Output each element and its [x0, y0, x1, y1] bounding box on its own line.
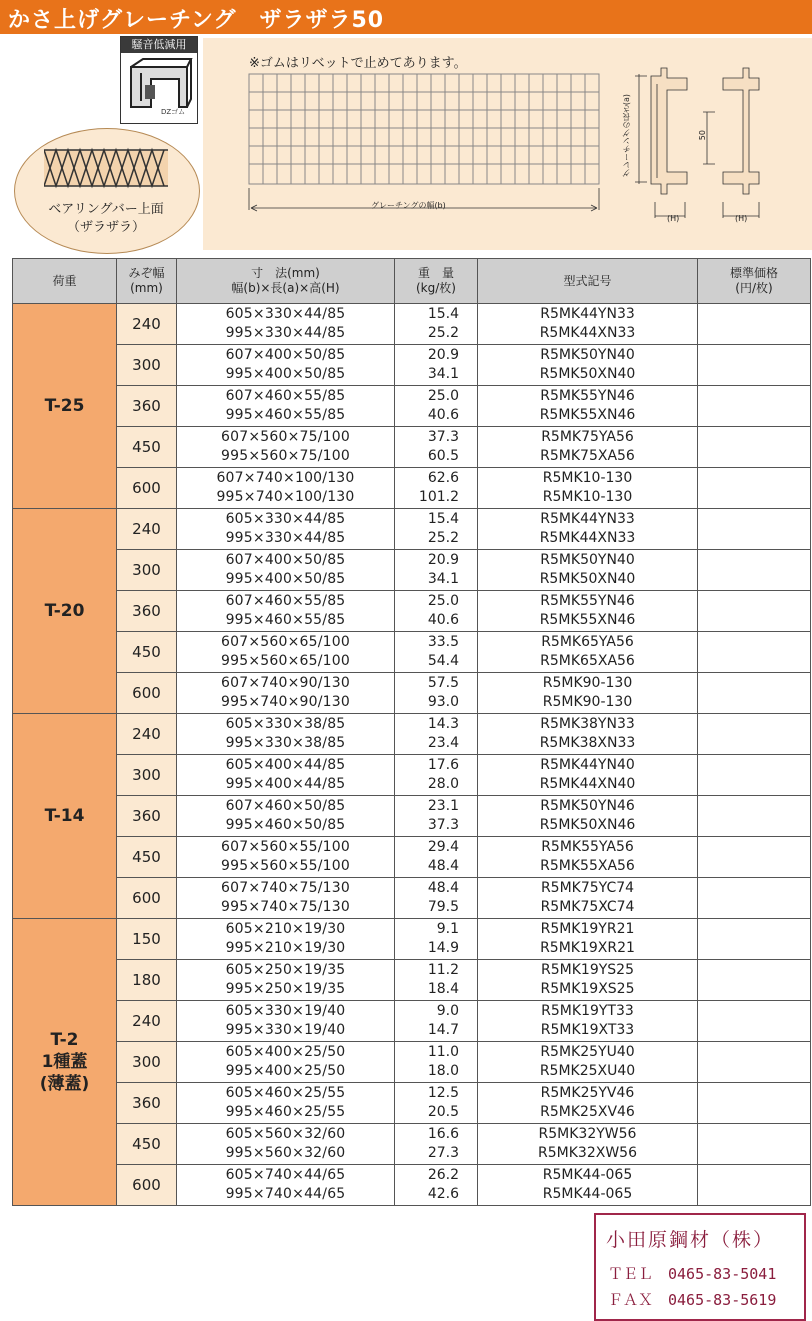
bearing-bar-illustration [14, 128, 198, 252]
dimension-cell: 607×740×90/130 995×740×90/130 [177, 673, 395, 714]
table-row [13, 386, 811, 427]
weight-cell: 11.0 18.0 [395, 1042, 478, 1083]
dimension-cell: 607×400×50/85 995×400×50/85 [177, 345, 395, 386]
weight-cell: 12.5 20.5 [395, 1083, 478, 1124]
dimension-cell: 607×740×100/130 995×740×100/130 [177, 468, 395, 509]
price-cell [698, 714, 811, 755]
price-cell [698, 1165, 811, 1206]
price-cell [698, 1124, 811, 1165]
model-cell: R5MK75YC74 R5MK75XC74 [478, 878, 698, 919]
width-cell: 600 [117, 468, 177, 509]
weight-cell: 29.4 48.4 [395, 837, 478, 878]
table-row [13, 304, 811, 345]
model-cell: R5MK32YW56 R5MK32XW56 [478, 1124, 698, 1165]
model-cell: R5MK25YV46 R5MK25XV46 [478, 1083, 698, 1124]
table-row [13, 1124, 811, 1165]
weight-cell: 26.2 42.6 [395, 1165, 478, 1206]
weight-cell: 23.1 37.3 [395, 796, 478, 837]
company-tel: ＴＥＬ 0465-83-5041 [608, 1265, 777, 1283]
price-cell [698, 796, 811, 837]
model-cell: R5MK55YN46 R5MK55XN46 [478, 386, 698, 427]
table-row [13, 837, 811, 878]
length-dimension-label: グレーチングの長さ(a) [622, 94, 631, 178]
width-dimension-label: グレーチングの幅(b) [371, 201, 446, 210]
width-cell: 360 [117, 386, 177, 427]
rubber-profile-icon [125, 55, 193, 115]
page-title: かさ上げグレーチング ザラザラ50 [8, 8, 385, 33]
weight-cell: 14.3 23.4 [395, 714, 478, 755]
price-cell [698, 386, 811, 427]
weight-cell: 16.6 27.3 [395, 1124, 478, 1165]
model-cell: R5MK19YS25 R5MK19XS25 [478, 960, 698, 1001]
model-cell: R5MK25YU40 R5MK25XU40 [478, 1042, 698, 1083]
width-cell: 240 [117, 1001, 177, 1042]
title-bar [0, 0, 812, 34]
price-cell [698, 1042, 811, 1083]
model-cell: R5MK44YN33 R5MK44XN33 [478, 509, 698, 550]
weight-cell: 37.3 60.5 [395, 427, 478, 468]
table-row [13, 591, 811, 632]
load-class-cell: T-2 1種蓋 (薄蓋) [13, 919, 117, 1206]
width-cell: 150 [117, 919, 177, 960]
model-cell: R5MK55YA56 R5MK55XA56 [478, 837, 698, 878]
width-cell: 450 [117, 632, 177, 673]
dimension-cell: 605×330×44/85 995×330×44/85 [177, 509, 395, 550]
dimension-cell: 605×560×32/60 995×560×32/60 [177, 1124, 395, 1165]
price-cell [698, 1001, 811, 1042]
table-row [13, 919, 811, 960]
price-cell [698, 427, 811, 468]
model-cell: R5MK10-130 R5MK10-130 [478, 468, 698, 509]
width-cell: 360 [117, 796, 177, 837]
model-cell: R5MK44YN33 R5MK44XN33 [478, 304, 698, 345]
width-cell: 300 [117, 1042, 177, 1083]
price-cell [698, 550, 811, 591]
load-class-cell: T-25 [13, 304, 117, 509]
width-cell: 450 [117, 1124, 177, 1165]
header-width: みぞ幅 (mm) [117, 259, 177, 304]
dimension-cell: 605×330×44/85 995×330×44/85 [177, 304, 395, 345]
width-cell: 450 [117, 427, 177, 468]
dimension-cell: 605×210×19/30 995×210×19/30 [177, 919, 395, 960]
weight-cell: 11.2 18.4 [395, 960, 478, 1001]
load-class-cell: T-14 [13, 714, 117, 919]
badge-label: 騒音低減用 [121, 37, 197, 53]
width-cell: 600 [117, 878, 177, 919]
table-row [13, 468, 811, 509]
weight-cell: 15.4 25.2 [395, 509, 478, 550]
header-dims: 寸 法(mm) 幅(b)×長(a)×高(H) [177, 259, 395, 304]
width-cell: 240 [117, 304, 177, 345]
dimension-cell: 607×400×50/85 995×400×50/85 [177, 550, 395, 591]
width-cell: 240 [117, 509, 177, 550]
width-cell: 300 [117, 345, 177, 386]
weight-cell: 48.4 79.5 [395, 878, 478, 919]
width-cell: 600 [117, 673, 177, 714]
weight-cell: 9.1 14.9 [395, 919, 478, 960]
table-row [13, 550, 811, 591]
dimension-cell: 607×460×55/85 995×460×55/85 [177, 386, 395, 427]
table-row [13, 755, 811, 796]
weight-cell: 20.9 34.1 [395, 345, 478, 386]
weight-cell: 25.0 40.6 [395, 386, 478, 427]
table-row [13, 1001, 811, 1042]
table-row [13, 1042, 811, 1083]
table-body [13, 304, 811, 1206]
weight-cell: 62.6 101.2 [395, 468, 478, 509]
price-cell [698, 960, 811, 1001]
table-row [13, 345, 811, 386]
width-cell: 180 [117, 960, 177, 1001]
dimension-cell: 605×400×44/85 995×400×44/85 [177, 755, 395, 796]
price-cell [698, 919, 811, 960]
weight-cell: 33.5 54.4 [395, 632, 478, 673]
weight-cell: 20.9 34.1 [395, 550, 478, 591]
table-row [13, 673, 811, 714]
header-weight: 重 量 (kg/枚) [395, 259, 478, 304]
table-row [13, 1083, 811, 1124]
height-label-right: (H) [735, 214, 748, 223]
weight-cell: 17.6 28.0 [395, 755, 478, 796]
noise-reduction-badge [120, 36, 198, 124]
dimension-50-label: 50 [698, 130, 707, 141]
dimension-cell: 607×560×55/100 995×560×55/100 [177, 837, 395, 878]
dimension-cell: 607×460×55/85 995×460×55/85 [177, 591, 395, 632]
header-model: 型式記号 [478, 259, 698, 304]
table-row [13, 509, 811, 550]
width-cell: 450 [117, 837, 177, 878]
price-cell [698, 345, 811, 386]
price-cell [698, 468, 811, 509]
load-class-cell: T-20 [13, 509, 117, 714]
bearing-label-2: （ザラザラ） [66, 220, 145, 235]
model-cell: R5MK44-065 R5MK44-065 [478, 1165, 698, 1206]
table-row [13, 1165, 811, 1206]
price-cell [698, 755, 811, 796]
model-cell: R5MK19YT33 R5MK19XT33 [478, 1001, 698, 1042]
bearing-surface-icon [44, 146, 168, 190]
table-row [13, 714, 811, 755]
table-row [13, 960, 811, 1001]
height-label-left: (H) [667, 214, 680, 223]
table-row [13, 632, 811, 673]
dimension-cell: 605×330×38/85 995×330×38/85 [177, 714, 395, 755]
model-cell: R5MK75YA56 R5MK75XA56 [478, 427, 698, 468]
dimension-cell: 607×560×75/100 995×560×75/100 [177, 427, 395, 468]
header-price: 標準価格 (円/枚) [698, 259, 811, 304]
model-cell: R5MK38YN33 R5MK38XN33 [478, 714, 698, 755]
model-cell: R5MK44YN40 R5MK44XN40 [478, 755, 698, 796]
dimension-cell: 607×740×75/130 995×740×75/130 [177, 878, 395, 919]
dimension-cell: 605×460×25/55 995×460×25/55 [177, 1083, 395, 1124]
weight-cell: 57.5 93.0 [395, 673, 478, 714]
model-cell: R5MK55YN46 R5MK55XN46 [478, 591, 698, 632]
company-stamp [594, 1213, 806, 1321]
table-row [13, 878, 811, 919]
weight-cell: 15.4 25.2 [395, 304, 478, 345]
model-cell: R5MK90-130 R5MK90-130 [478, 673, 698, 714]
model-cell: R5MK50YN46 R5MK50XN46 [478, 796, 698, 837]
table-header-row [13, 259, 811, 304]
company-name: 小田原鋼材（株） [606, 1229, 775, 1251]
company-fax: ＦＡＸ 0465-83-5619 [608, 1291, 777, 1309]
dimension-cell: 607×560×65/100 995×560×65/100 [177, 632, 395, 673]
model-cell: R5MK65YA56 R5MK65XA56 [478, 632, 698, 673]
price-cell [698, 1083, 811, 1124]
dimension-cell: 605×330×19/40 995×330×19/40 [177, 1001, 395, 1042]
price-cell [698, 673, 811, 714]
weight-cell: 25.0 40.6 [395, 591, 478, 632]
weight-cell: 9.0 14.7 [395, 1001, 478, 1042]
price-cell [698, 878, 811, 919]
spec-table [12, 258, 811, 1206]
width-cell: 300 [117, 550, 177, 591]
header-load: 荷重 [13, 259, 117, 304]
rivet-note: ※ゴムはリベットで止めてあります。 [249, 56, 467, 71]
price-cell [698, 591, 811, 632]
model-cell: R5MK19YR21 R5MK19XR21 [478, 919, 698, 960]
width-cell: 360 [117, 1083, 177, 1124]
dimension-cell: 605×250×19/35 995×250×19/35 [177, 960, 395, 1001]
width-cell: 600 [117, 1165, 177, 1206]
table-row [13, 796, 811, 837]
dimension-cell: 605×400×25/50 995×400×25/50 [177, 1042, 395, 1083]
badge-sub: DZゴム [161, 108, 186, 116]
width-cell: 300 [117, 755, 177, 796]
price-cell [698, 304, 811, 345]
width-cell: 360 [117, 591, 177, 632]
price-cell [698, 837, 811, 878]
bearing-label-1: ベアリングバー上面 [48, 202, 164, 217]
width-cell: 240 [117, 714, 177, 755]
model-cell: R5MK50YN40 R5MK50XN40 [478, 345, 698, 386]
grating-drawing [203, 38, 812, 250]
model-cell: R5MK50YN40 R5MK50XN40 [478, 550, 698, 591]
price-cell [698, 632, 811, 673]
price-cell [698, 509, 811, 550]
table-row [13, 427, 811, 468]
dimension-cell: 605×740×44/65 995×740×44/65 [177, 1165, 395, 1206]
dimension-cell: 607×460×50/85 995×460×50/85 [177, 796, 395, 837]
